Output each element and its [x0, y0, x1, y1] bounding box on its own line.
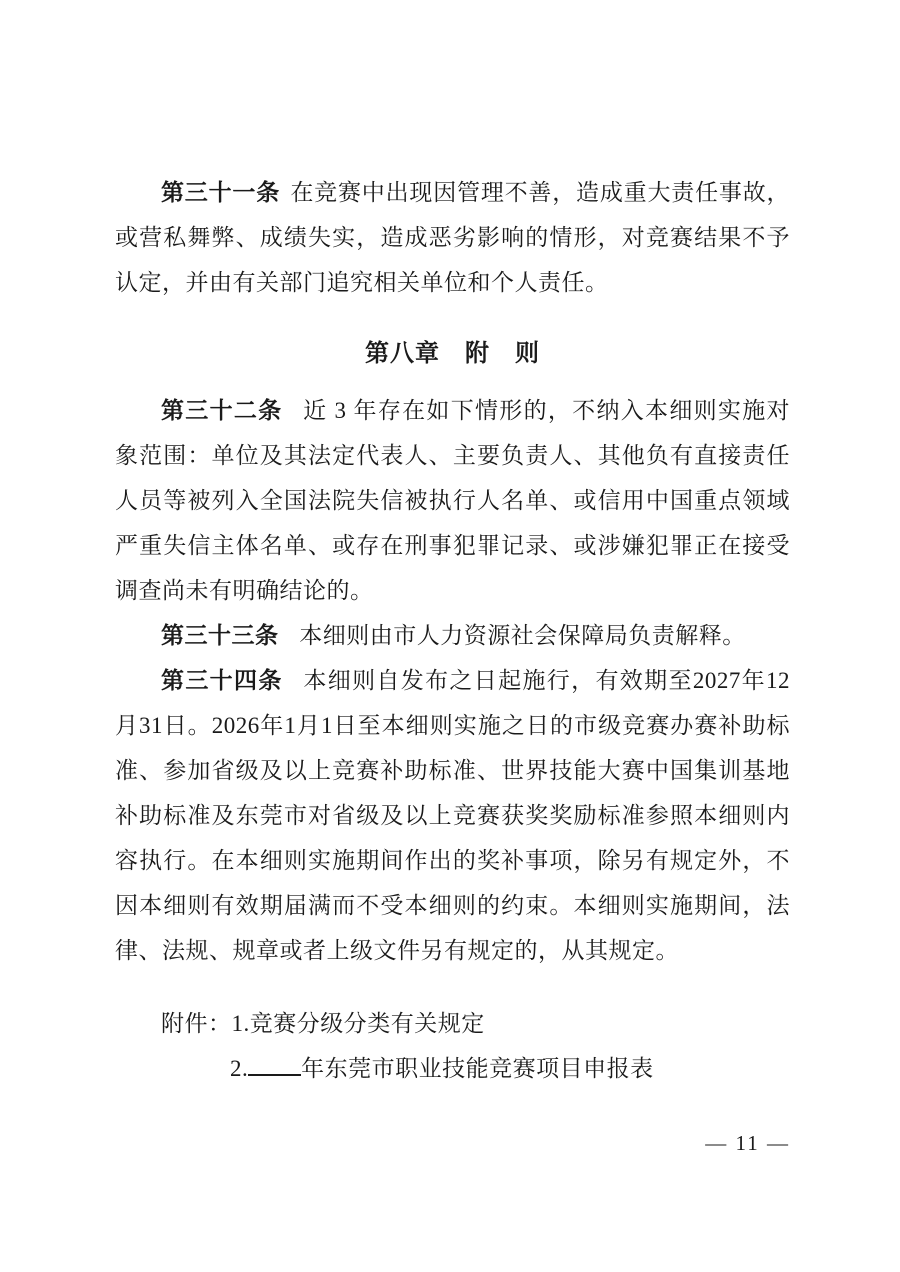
- article-34-text: 本细则自发布之日起施行，有效期至2027年12月31日。2026年1月1日至本细则实施之日的市级竞赛办赛补助标准、参加省级及以上竞赛补助标准、世界技能大赛中国集训基地补助标准及东莞市对省级及以上竞赛获奖奖励标准参照本细则内容执行。在本细则实施期间作出的奖补事项，除另有规定外，不因本细则有效期届满而不受本细则的约束。本细则实施期间，法律、法规、规章或者上级文件另有规定的，从其规定。: [115, 668, 791, 963]
- article-31-text: 在竞赛中出现因管理不善，造成重大责任事故，或营私舞弊、成绩失实，造成恶劣影响的情形，对竞赛结果不予认定，并由有关部门追究相关单位和个人责任。: [115, 180, 791, 295]
- attachments-section: [115, 1001, 790, 1091]
- article-31-paragraph: [115, 170, 790, 305]
- attachment-line-2: [115, 1046, 790, 1091]
- article-33-paragraph: [115, 613, 790, 658]
- article-33-text: 本细则由市人力资源社会保障局负责解释。: [299, 623, 746, 648]
- article-34-paragraph: [115, 658, 790, 973]
- blank-underline: [248, 1050, 301, 1076]
- attachment-item-1: 1.竞赛分级分类有关规定: [231, 1011, 485, 1036]
- article-32-text: 近 3 年存在如下情形的，不纳入本细则实施对象范围：单位及其法定代表人、主要负责人、其他负有直接责任人员等被列入全国法院失信被执行人名单、或信用中国重点领域严重失信主体名单、或存在刑事犯罪记录、或涉嫌犯罪正在接受调查尚未有明确结论的。: [115, 398, 791, 603]
- page-number: — 11 —: [705, 1131, 790, 1155]
- article-32-paragraph: [115, 388, 790, 613]
- chapter-8-heading: 第八章 附 则: [365, 340, 540, 367]
- attachment-line-1: [115, 1001, 790, 1046]
- attachments-label: 附件：: [161, 1011, 232, 1036]
- article-34-term: 第三十四条: [161, 667, 283, 693]
- article-32-term: 第三十二条: [161, 397, 283, 423]
- article-31-term: 第三十一条: [161, 179, 281, 205]
- attachment-item-2-number: 2.: [230, 1056, 249, 1081]
- attachment-item-2-text: 年东莞市职业技能竞赛项目申报表: [301, 1056, 654, 1081]
- article-33-term: 第三十三条: [161, 622, 279, 648]
